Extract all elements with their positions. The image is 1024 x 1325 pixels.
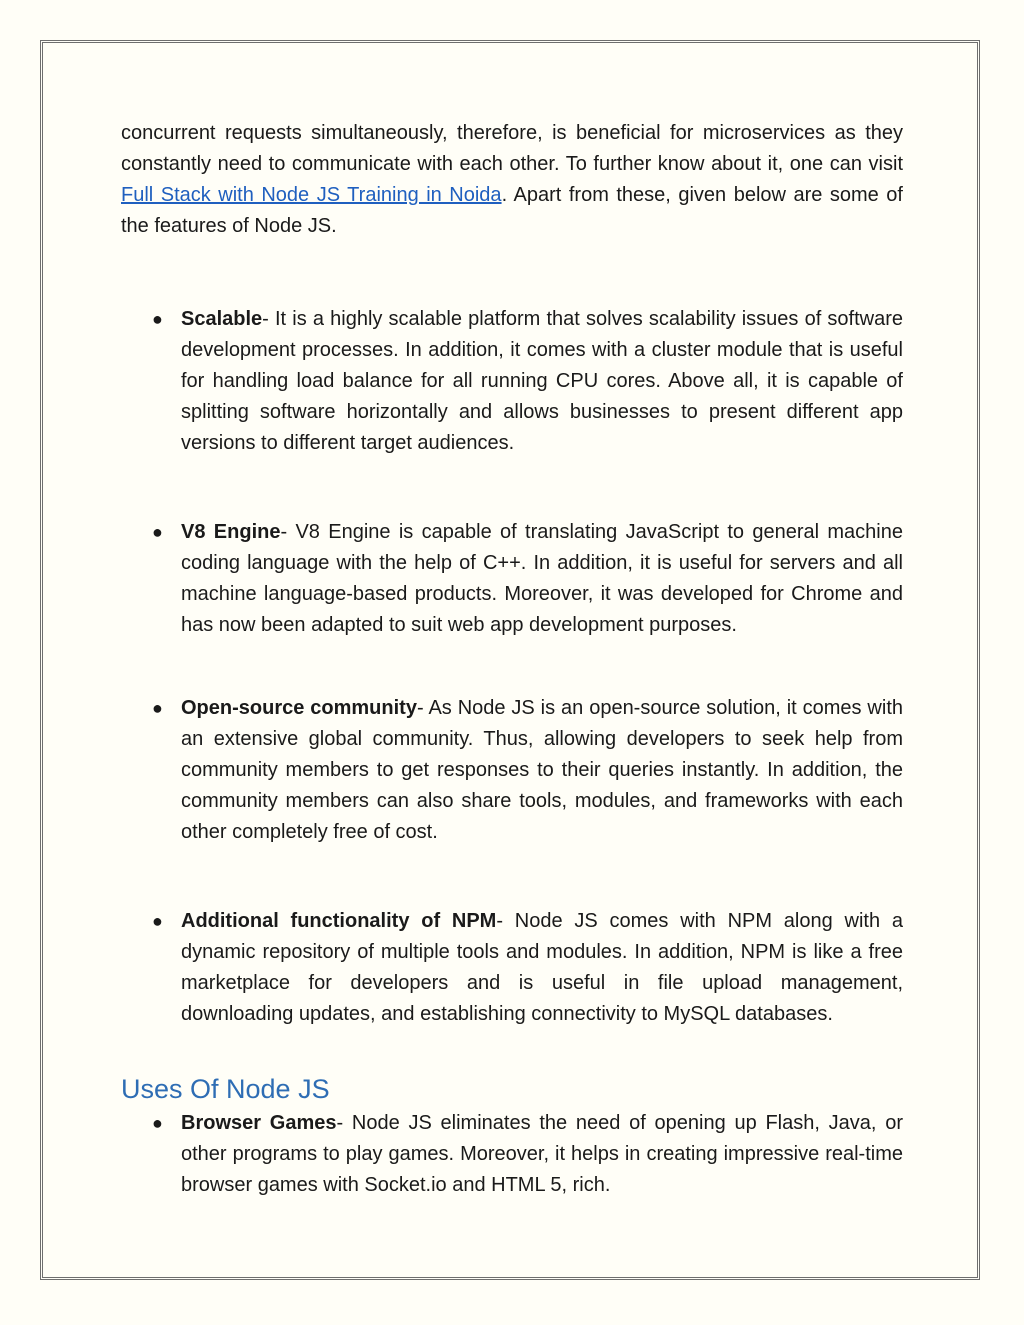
feature-title: V8 Engine	[181, 521, 281, 543]
feature-title: Additional functionality of NPM	[181, 910, 497, 932]
uses-list	[121, 1108, 903, 1201]
uses-section-heading: Uses Of Node JS	[121, 1074, 330, 1104]
use-title: Browser Games	[181, 1112, 337, 1134]
feature-item-open-source-community	[121, 693, 903, 848]
bullet-icon: ●	[152, 309, 163, 329]
use-item-browser-games	[121, 1108, 903, 1201]
bullet-icon: ●	[152, 911, 163, 931]
bullet-icon: ●	[152, 1113, 163, 1133]
feature-text: - Node JS comes with NPM along with a dynamic repository of multiple tools and modules. In addition, NPM is like a free marketplace for developers and is useful in file upload management, downloading updates, and establishing connectivity to MySQL databases.	[181, 910, 904, 1025]
feature-text: - As Node JS is an open-source solution, it comes with an extensive global community. Thus, allowing developers to seek help from community members to get responses to their queries instantly. In addition, the community members can also share tools, modules, and frameworks with each other completely free of cost.	[181, 697, 903, 843]
feature-text: - It is a highly scalable platform that solves scalability issues of software development processes. In addition, it comes with a cluster module that is useful for handling load balance for all running CPU cores. Above all, it is capable of splitting software horizontally and allows businesses to present different app versions to different target audiences.	[181, 308, 903, 454]
training-link[interactable]: Full Stack with Node JS Training in Noida	[121, 184, 502, 206]
feature-item-scalable	[121, 304, 903, 459]
feature-text: - V8 Engine is capable of translating JavaScript to general machine coding language with the help of C++. In addition, it is useful for servers and all machine language-based products. Moreover, it was developed for Chrome and has now been adapted to suit web app development purposes.	[181, 521, 903, 636]
use-text: - Node JS eliminates the need of opening up Flash, Java, or other programs to play games. Moreover, it helps in creating impressive real-time browser games with Socket.io and HTML 5, rich.	[181, 1112, 903, 1196]
feature-title: Open-source community	[181, 697, 417, 719]
intro-text-before-link: concurrent requests simultaneously, therefore, is beneficial for microservices as they constantly need to communicate with each other. To further know about it, one can visit	[121, 122, 903, 175]
intro-text-after-link: . Apart from these, given below are some of the features of Node JS.	[121, 184, 903, 237]
bullet-icon: ●	[152, 698, 163, 718]
feature-title: Scalable	[181, 308, 263, 330]
features-list	[121, 304, 903, 1030]
feature-item-v8-engine	[121, 517, 903, 641]
intro-paragraph	[121, 118, 903, 242]
bullet-icon: ●	[152, 522, 163, 542]
feature-item-npm	[121, 906, 903, 1030]
document-content	[121, 118, 903, 1201]
